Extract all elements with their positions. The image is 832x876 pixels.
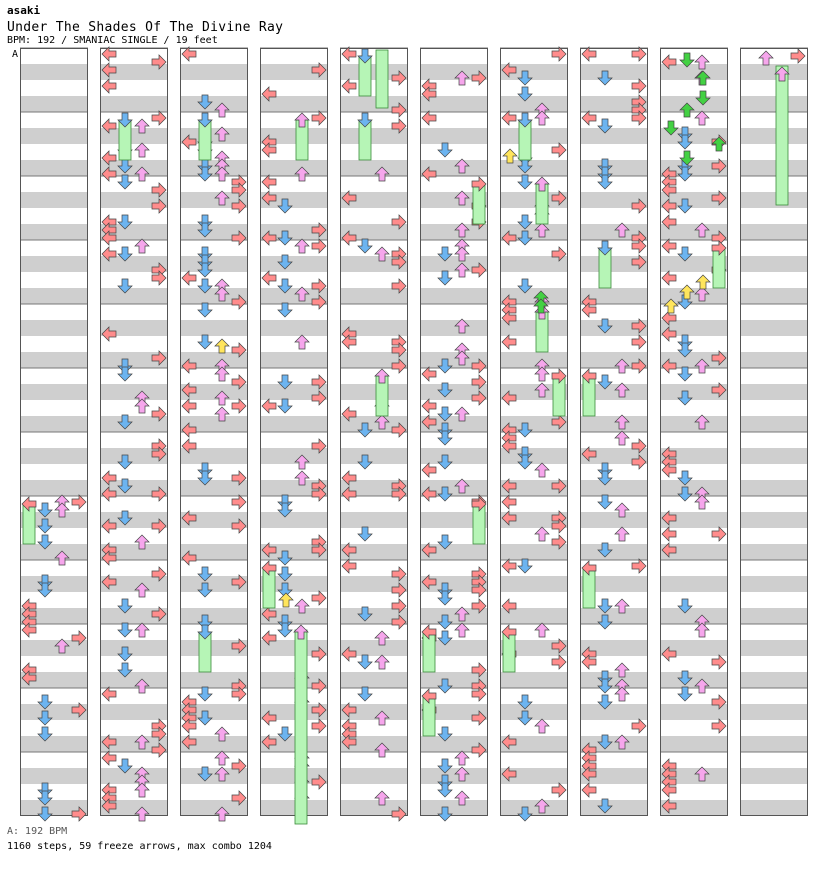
chart-column	[20, 48, 88, 816]
chart-column	[740, 48, 808, 816]
freeze-arrow	[295, 630, 307, 824]
chart-column	[580, 48, 648, 816]
song-title: Under The Shades Of The Divine Ray	[7, 20, 284, 35]
stats-footer: 1160 steps, 59 freeze arrows, max combo 1204	[7, 841, 272, 852]
chart-info: BPM: 192 / SMANIAC SINGLE / 19 feet	[7, 35, 218, 46]
section-marker: A	[12, 49, 19, 60]
chart-author: asaki	[7, 4, 41, 17]
freeze-arrow	[776, 66, 788, 205]
bpm-footer: A: 192 BPM	[7, 826, 68, 837]
chart-column	[100, 48, 168, 816]
chart-column	[260, 48, 328, 816]
freeze-arrow	[376, 50, 388, 108]
